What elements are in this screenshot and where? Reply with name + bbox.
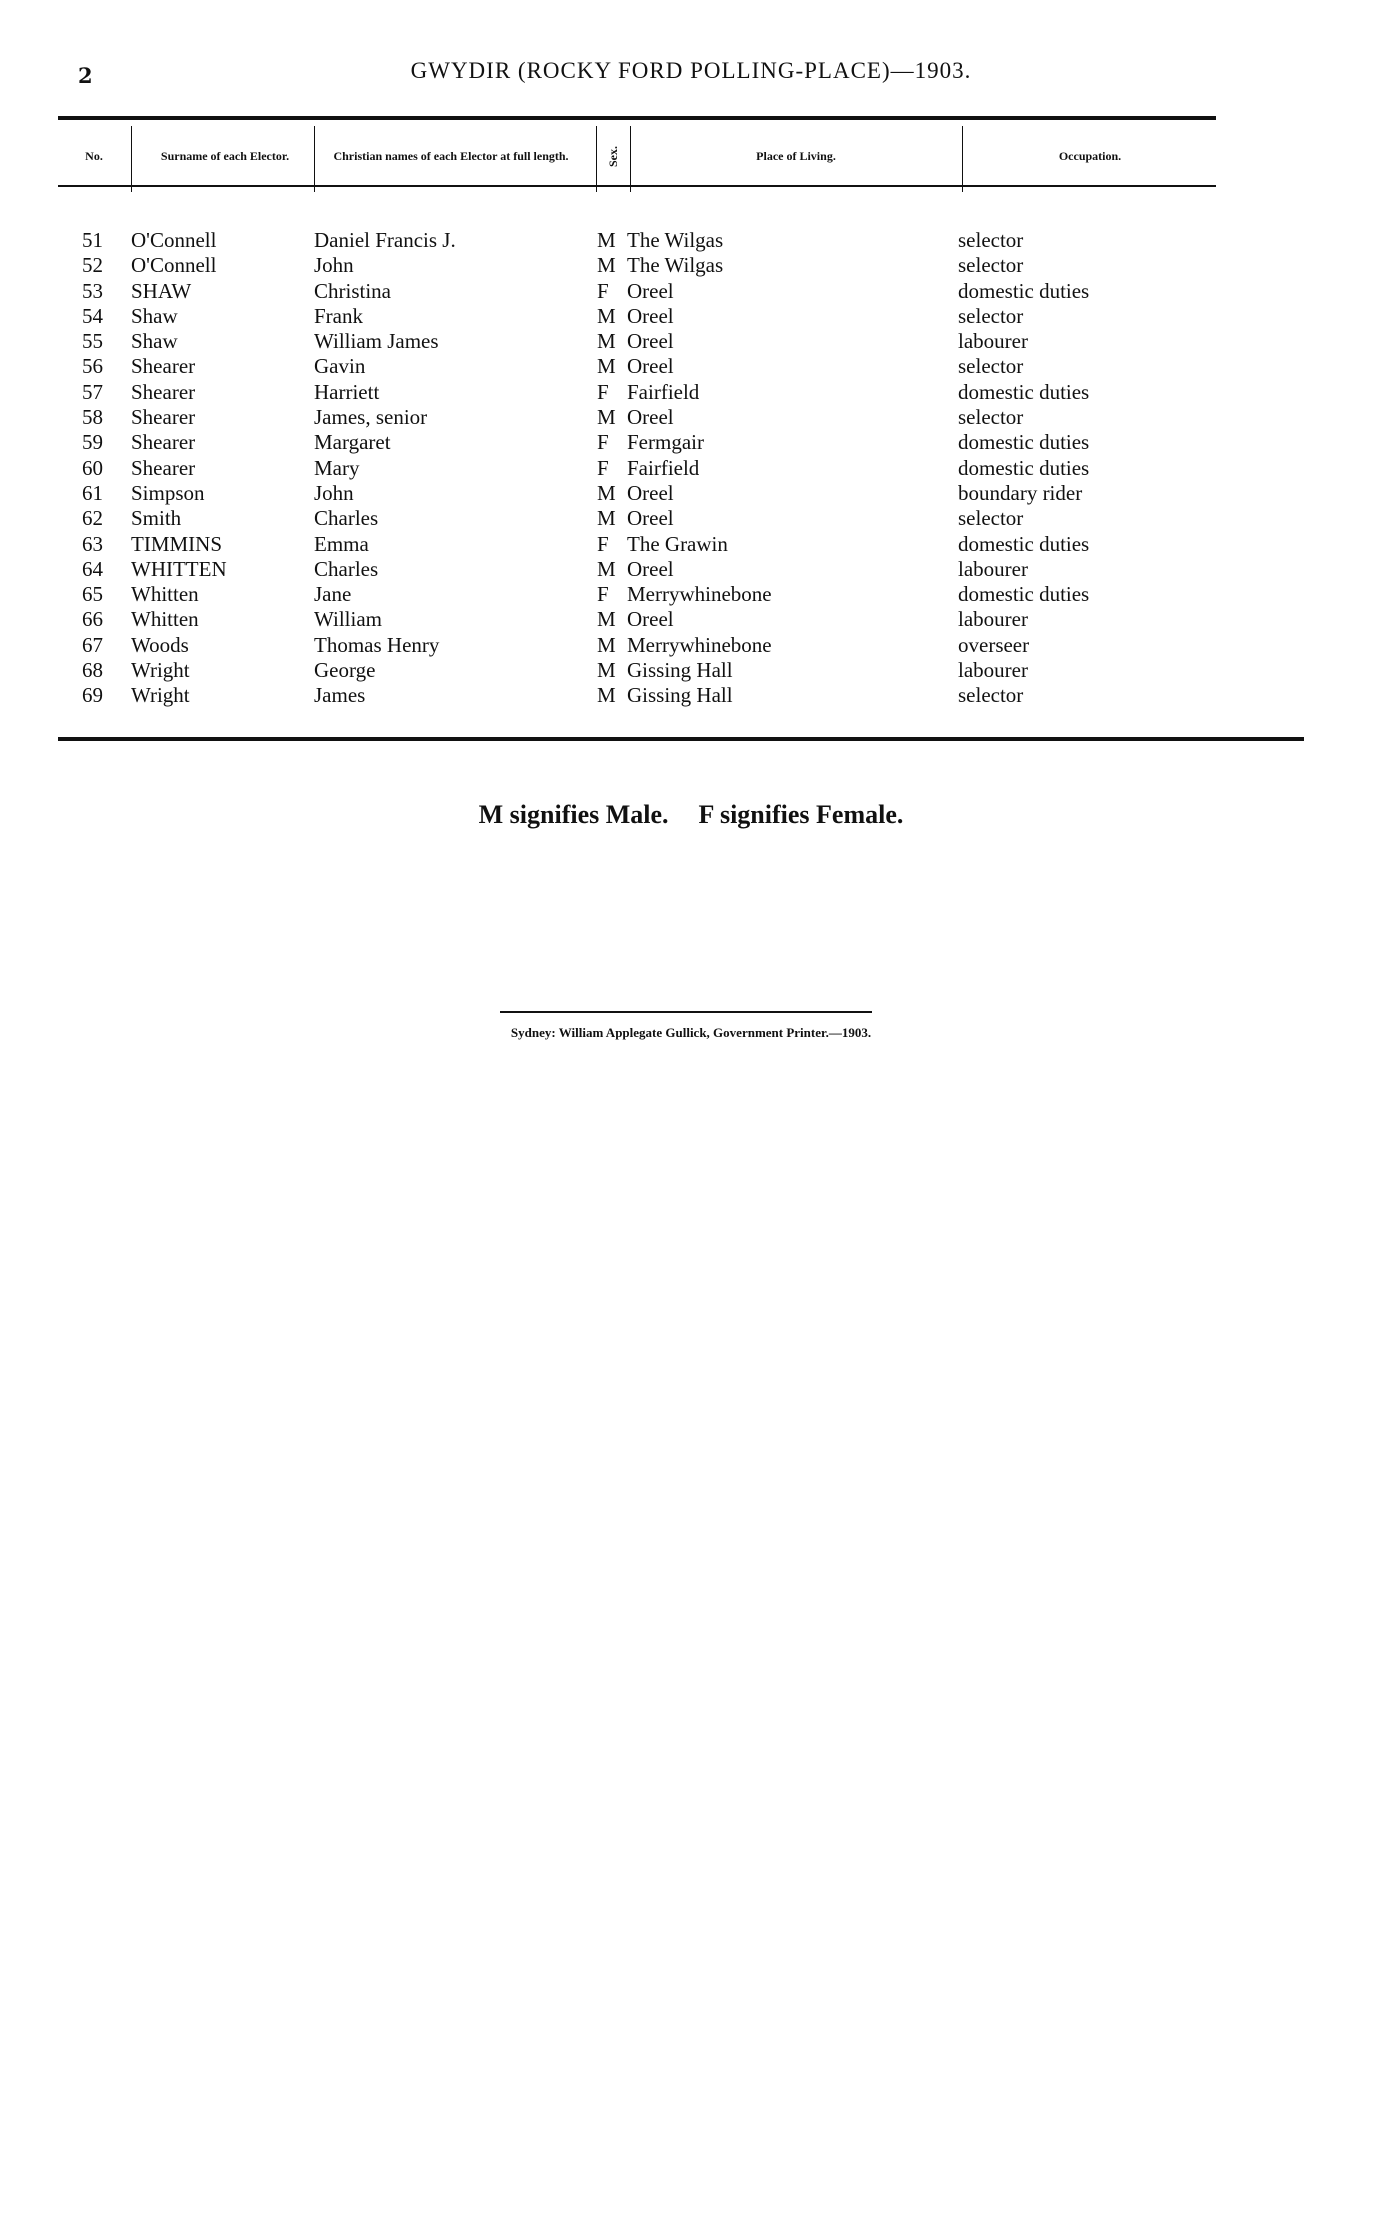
elector-occupation: overseer [958, 632, 1030, 657]
table-row [0, 253, 1382, 278]
elector-place-of-living: Merrywhinebone [627, 582, 772, 607]
elector-place-of-living: Fairfield [627, 379, 700, 404]
table-row [0, 633, 1382, 658]
elector-sex: M [597, 556, 616, 581]
table-end-rule [58, 737, 1304, 741]
elector-surname: Shaw [131, 329, 178, 354]
elector-sex: M [597, 405, 616, 430]
elector-surname: Shearer [131, 379, 196, 404]
elector-christian-names: Jane [314, 582, 352, 607]
elector-number: 62 [82, 506, 103, 531]
column-header-no: No. [85, 149, 103, 163]
elector-christian-names: Mary [314, 455, 360, 480]
table-row [0, 506, 1382, 531]
elector-number: 52 [82, 253, 103, 278]
table-row [0, 532, 1382, 557]
elector-number: 55 [82, 329, 103, 354]
elector-place-of-living: The Grawin [627, 531, 728, 556]
elector-occupation: selector [958, 405, 1024, 430]
elector-surname: SHAW [131, 278, 192, 303]
elector-place-of-living: Oreel [627, 354, 674, 379]
elector-sex: M [597, 480, 616, 505]
column-header-christian-names: Christian names of each Elector at full length. [333, 149, 569, 163]
elector-place-of-living: Oreel [627, 278, 674, 303]
elector-number: 53 [82, 278, 103, 303]
page-title: GWYDIR (ROCKY FORD POLLING-PLACE)—1903. [410, 58, 972, 83]
elector-surname: O'Connell [131, 253, 217, 278]
column-header-occupation: Occupation. [1058, 149, 1122, 163]
elector-number: 58 [82, 405, 103, 430]
elector-occupation: selector [958, 303, 1024, 328]
elector-sex: F [597, 379, 609, 404]
elector-place-of-living: The Wilgas [627, 228, 724, 252]
elector-occupation: selector [958, 228, 1024, 252]
elector-sex: M [597, 658, 616, 683]
elector-number: 54 [82, 303, 103, 328]
table-row [0, 582, 1382, 607]
elector-surname: Shaw [131, 303, 178, 328]
header-top-rule [58, 116, 1216, 120]
elector-occupation: labourer [958, 329, 1028, 354]
table-row [0, 683, 1382, 708]
elector-occupation: labourer [958, 658, 1028, 683]
elector-surname: WHITTEN [131, 556, 227, 581]
table-row [0, 430, 1382, 455]
elector-christian-names: Thomas Henry [314, 632, 440, 657]
elector-sex: M [597, 683, 616, 708]
elector-occupation: selector [958, 253, 1024, 278]
elector-sex: F [597, 455, 609, 480]
elector-surname: Wright [131, 683, 190, 708]
elector-sex: M [597, 354, 616, 379]
elector-place-of-living: Oreel [627, 405, 674, 430]
elector-sex: M [597, 506, 616, 531]
table-row [0, 456, 1382, 481]
printer-imprint: Sydney: William Applegate Gullick, Government Printer.—1903. [510, 1025, 872, 1040]
elector-surname: TIMMINS [131, 531, 223, 556]
elector-number: 66 [82, 607, 103, 632]
elector-sex: M [597, 228, 616, 252]
elector-occupation: domestic duties [958, 379, 1090, 404]
elector-occupation: labourer [958, 607, 1028, 632]
elector-sex: M [597, 329, 616, 354]
column-header-surname: Surname of each Elector. [160, 149, 290, 163]
table-row [0, 481, 1382, 506]
elector-surname: Shearer [131, 455, 196, 480]
elector-number: 51 [82, 228, 103, 252]
elector-place-of-living: Oreel [627, 556, 674, 581]
elector-christian-names: William [314, 607, 382, 632]
elector-christian-names: Frank [314, 303, 363, 328]
elector-sex: F [597, 582, 609, 607]
elector-sex: M [597, 632, 616, 657]
elector-place-of-living: Gissing Hall [627, 683, 733, 708]
table-row [0, 354, 1382, 379]
elector-number: 56 [82, 354, 103, 379]
elector-christian-names: James [314, 683, 366, 708]
elector-place-of-living: Oreel [627, 506, 674, 531]
elector-number: 67 [82, 632, 103, 657]
elector-sex: M [597, 607, 616, 632]
elector-number: 69 [82, 683, 103, 708]
elector-surname: Shearer [131, 405, 196, 430]
elector-christian-names: Charles [314, 506, 379, 531]
table-row [0, 329, 1382, 354]
elector-christian-names: William James [314, 329, 439, 354]
page-number: 2 [78, 63, 93, 88]
elector-number: 60 [82, 455, 103, 480]
elector-occupation: labourer [958, 556, 1028, 581]
elector-christian-names: Margaret [314, 430, 391, 455]
column-divider [131, 126, 132, 192]
elector-number: 63 [82, 531, 103, 556]
elector-surname: Wright [131, 658, 190, 683]
table-row [0, 228, 1382, 253]
elector-christian-names: John [314, 253, 354, 278]
table-row [0, 405, 1382, 430]
legend-female: F signifies Female. [698, 800, 904, 829]
table-row [0, 380, 1382, 405]
elector-place-of-living: Oreel [627, 303, 674, 328]
imprint-rule [500, 1011, 872, 1013]
elector-christian-names: Gavin [314, 354, 366, 379]
elector-surname: Smith [131, 506, 182, 531]
elector-sex: F [597, 430, 609, 455]
elector-sex: F [597, 531, 609, 556]
elector-sex: F [597, 278, 609, 303]
elector-occupation: domestic duties [958, 582, 1090, 607]
elector-surname: Whitten [131, 582, 199, 607]
column-header-sex: Sex. [606, 145, 620, 167]
elector-surname: Shearer [131, 430, 196, 455]
elector-surname: O'Connell [131, 228, 217, 252]
header-bottom-rule [58, 185, 1216, 187]
column-divider [962, 126, 963, 192]
column-divider [630, 126, 631, 192]
elector-number: 64 [82, 556, 103, 581]
column-divider [596, 126, 597, 192]
elector-number: 68 [82, 658, 103, 683]
elector-place-of-living: Oreel [627, 480, 674, 505]
table-row [0, 279, 1382, 304]
elector-occupation: domestic duties [958, 278, 1090, 303]
elector-place-of-living: Oreel [627, 329, 674, 354]
elector-occupation: domestic duties [958, 430, 1090, 455]
column-header-sex-wrap [598, 128, 628, 184]
elector-place-of-living: Fairfield [627, 455, 700, 480]
elector-christian-names: Charles [314, 556, 379, 581]
elector-number: 59 [82, 430, 103, 455]
elector-christian-names: Christina [314, 278, 391, 303]
elector-place-of-living: Fermgair [627, 430, 704, 455]
elector-occupation: selector [958, 683, 1024, 708]
elector-number: 57 [82, 379, 103, 404]
table-row [0, 557, 1382, 582]
elector-surname: Simpson [131, 480, 205, 505]
column-divider [314, 126, 315, 192]
elector-occupation: domestic duties [958, 531, 1090, 556]
elector-sex: M [597, 253, 616, 278]
elector-place-of-living: Oreel [627, 607, 674, 632]
elector-place-of-living: Merrywhinebone [627, 632, 772, 657]
elector-list [0, 228, 1382, 709]
elector-place-of-living: The Wilgas [627, 253, 724, 278]
elector-number: 65 [82, 582, 103, 607]
elector-occupation: domestic duties [958, 455, 1090, 480]
elector-christian-names: George [314, 658, 376, 683]
table-row [0, 607, 1382, 632]
elector-christian-names: Daniel Francis J. [314, 228, 456, 252]
elector-occupation: boundary rider [958, 480, 1083, 505]
elector-place-of-living: Gissing Hall [627, 658, 733, 683]
elector-occupation: selector [958, 506, 1024, 531]
sex-legend [0, 800, 1382, 830]
table-row [0, 304, 1382, 329]
elector-christian-names: Emma [314, 531, 369, 556]
elector-surname: Woods [131, 632, 189, 657]
elector-christian-names: Harriett [314, 379, 380, 404]
elector-christian-names: James, senior [314, 405, 428, 430]
elector-sex: M [597, 303, 616, 328]
elector-occupation: selector [958, 354, 1024, 379]
elector-surname: Shearer [131, 354, 196, 379]
elector-christian-names: John [314, 480, 354, 505]
legend-male: M signifies Male. [478, 800, 669, 829]
column-header-place: Place of Living. [756, 149, 836, 163]
elector-surname: Whitten [131, 607, 199, 632]
table-row [0, 658, 1382, 683]
elector-number: 61 [82, 480, 103, 505]
